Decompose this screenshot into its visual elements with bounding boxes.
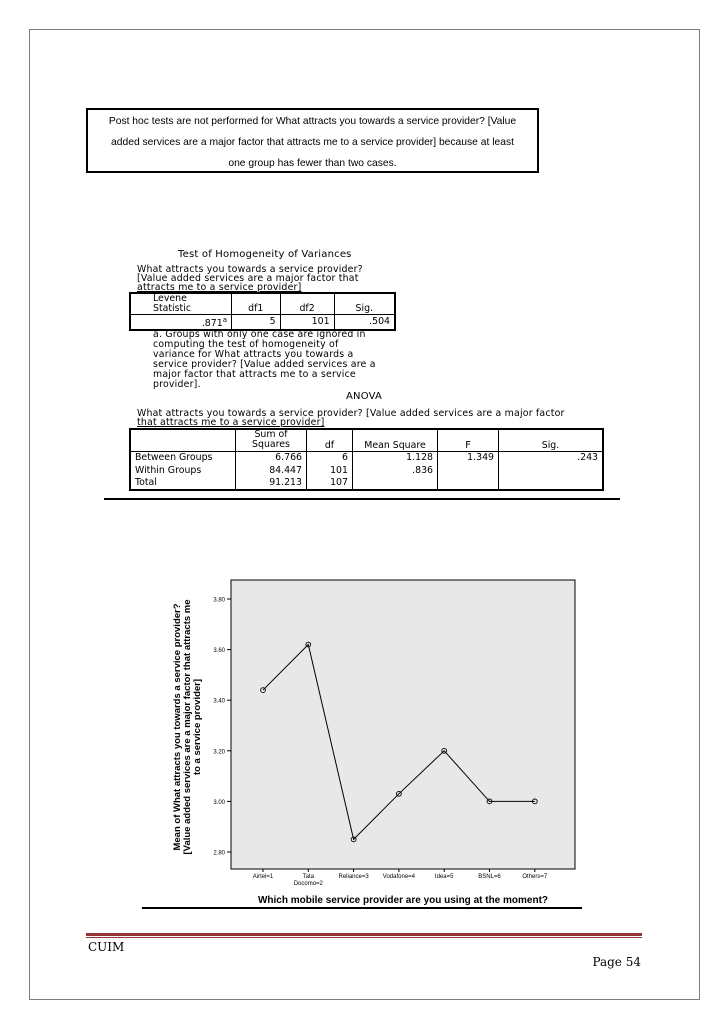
anova-cell-df: 107 [307, 477, 353, 490]
levene-subtitle-3: attracts me to a service provider] [137, 282, 302, 293]
anova-header-ss-line-2: Squares [252, 439, 290, 451]
y-tick-label: 2.80 [213, 850, 225, 857]
y-tick-label: 3.00 [213, 799, 225, 806]
y-tick-label: 3.80 [213, 597, 225, 604]
anova-cell-f: 1.349 [438, 451, 499, 464]
anova-header-sig: Sig. [499, 429, 604, 451]
y-axis-label [172, 599, 203, 854]
levene-value-df1: 5 [232, 315, 281, 331]
anova-row [130, 464, 603, 477]
levene-header-line-2: Statistic [153, 303, 191, 314]
levene-header-sig: Sig. [334, 293, 395, 315]
page-number: Page 54 [592, 955, 641, 969]
anova-header-ms: Mean Square [353, 429, 438, 451]
anova-title: ANOVA [346, 391, 383, 402]
anova-cell-ss: 84.447 [236, 464, 307, 477]
y-label-line-1: Mean of What attracts you towards a service provider? [172, 603, 183, 851]
levene-header-df2: df2 [280, 293, 334, 315]
footnote-line-6: provider]. [153, 379, 201, 390]
anova-cell-ms: 1.128 [353, 451, 438, 464]
anova-row-label: Within Groups [130, 464, 236, 477]
y-label-line-3: to a service provider] [192, 678, 203, 776]
levene-header-statistic [130, 293, 232, 315]
levene-footnote [153, 330, 376, 390]
y-label-line-2: [Value added services are a major factor that attracts me [182, 599, 193, 855]
note-line-2: added services are a major factor that attracts me to a service provider] because at least [111, 137, 514, 148]
levene-value-statistic: .871$^a$ [130, 315, 232, 331]
x-tick-label: BSNL=6 [478, 874, 501, 880]
levene-subtitle-1: What attracts you towards a service provider? [137, 264, 363, 275]
y-tick-label: 3.60 [213, 648, 225, 655]
anova-cell-df: 6 [307, 451, 353, 464]
levene-value-df2: 101 [280, 315, 334, 331]
plot-area [231, 580, 575, 869]
anova-header-df: df [307, 429, 353, 451]
anova-header-f: F [438, 429, 499, 451]
note-line-1: Post hoc tests are not performed for What attracts you towards a service provider? [Value [108, 116, 517, 127]
levene-header-line-1: Levene [153, 293, 187, 304]
footnote-line-3: variance for What attracts you towards a [153, 349, 354, 360]
x-tick-label: Airtel=1 [252, 874, 274, 880]
means-plot [150, 570, 590, 915]
anova-header-ss [236, 429, 307, 451]
chart-divider [142, 907, 582, 909]
y-tick-label: 3.40 [213, 698, 225, 705]
y-tick-label: 3.20 [213, 749, 225, 756]
x-tick-label: Tata Docomo=2 [293, 874, 323, 887]
footnote-line-2: computing the test of homogeneity of [153, 339, 339, 350]
anova-cell-sig [499, 477, 604, 490]
footer-rule-thin [86, 937, 642, 938]
anova-cell-ss: 6.766 [236, 451, 307, 464]
anova-cell-f [438, 464, 499, 477]
x-tick-label: Idea=5 [434, 874, 454, 880]
anova-row [130, 451, 603, 464]
footer-rule-thick [86, 933, 642, 936]
anova-cell-sig: .243 [577, 451, 598, 463]
anova-row-label: Total [130, 477, 236, 490]
anova-header-blank [130, 429, 236, 451]
anova-cell-df: 101 [307, 464, 353, 477]
x-axis-label: Which mobile service provider are you using at the moment? [257, 895, 549, 906]
anova-cell-ms: .836 [353, 464, 438, 477]
anova-header-ss-line-1: Sum of [254, 429, 288, 441]
x-axis-ticks [253, 869, 548, 887]
anova-cell-sig [499, 464, 604, 477]
anova-table [129, 428, 604, 491]
section-divider [104, 498, 620, 500]
levene-table [129, 292, 396, 331]
anova-cell-f [438, 477, 499, 490]
y-axis-ticks [213, 598, 231, 857]
anova-subtitle-2: that attracts me to a service provider] [137, 417, 325, 428]
levene-subtitle-2: [Value added services are a major factor that [137, 273, 359, 284]
anova-row-label: Between Groups [130, 451, 236, 464]
x-tick-label: Reliance=3 [338, 874, 369, 880]
anova-row [130, 477, 603, 490]
footer-org: CUIM [88, 940, 125, 954]
levene-header-df1: df1 [232, 293, 281, 315]
levene-value-sig: .504 [369, 316, 390, 328]
anova-cell-ms [353, 477, 438, 490]
footnote-line-4: service provider? [Value added services are a [153, 359, 376, 370]
x-tick-label: Vodafone=4 [382, 874, 416, 880]
levene-title: Test of Homogeneity of Variances [178, 249, 352, 260]
footnote-line-5: major factor that attracts me to a service [153, 369, 356, 380]
post-hoc-note [86, 108, 539, 173]
anova-subtitle-1: What attracts you towards a service provider? [Value added services are a major factor [137, 408, 565, 419]
footnote-line-1: a. Groups with only one case are ignored in [153, 329, 366, 340]
note-line-3: one group has fewer than two cases. [228, 158, 397, 169]
anova-cell-ss: 91.213 [236, 477, 307, 490]
x-tick-label: Others=7 [522, 874, 548, 880]
